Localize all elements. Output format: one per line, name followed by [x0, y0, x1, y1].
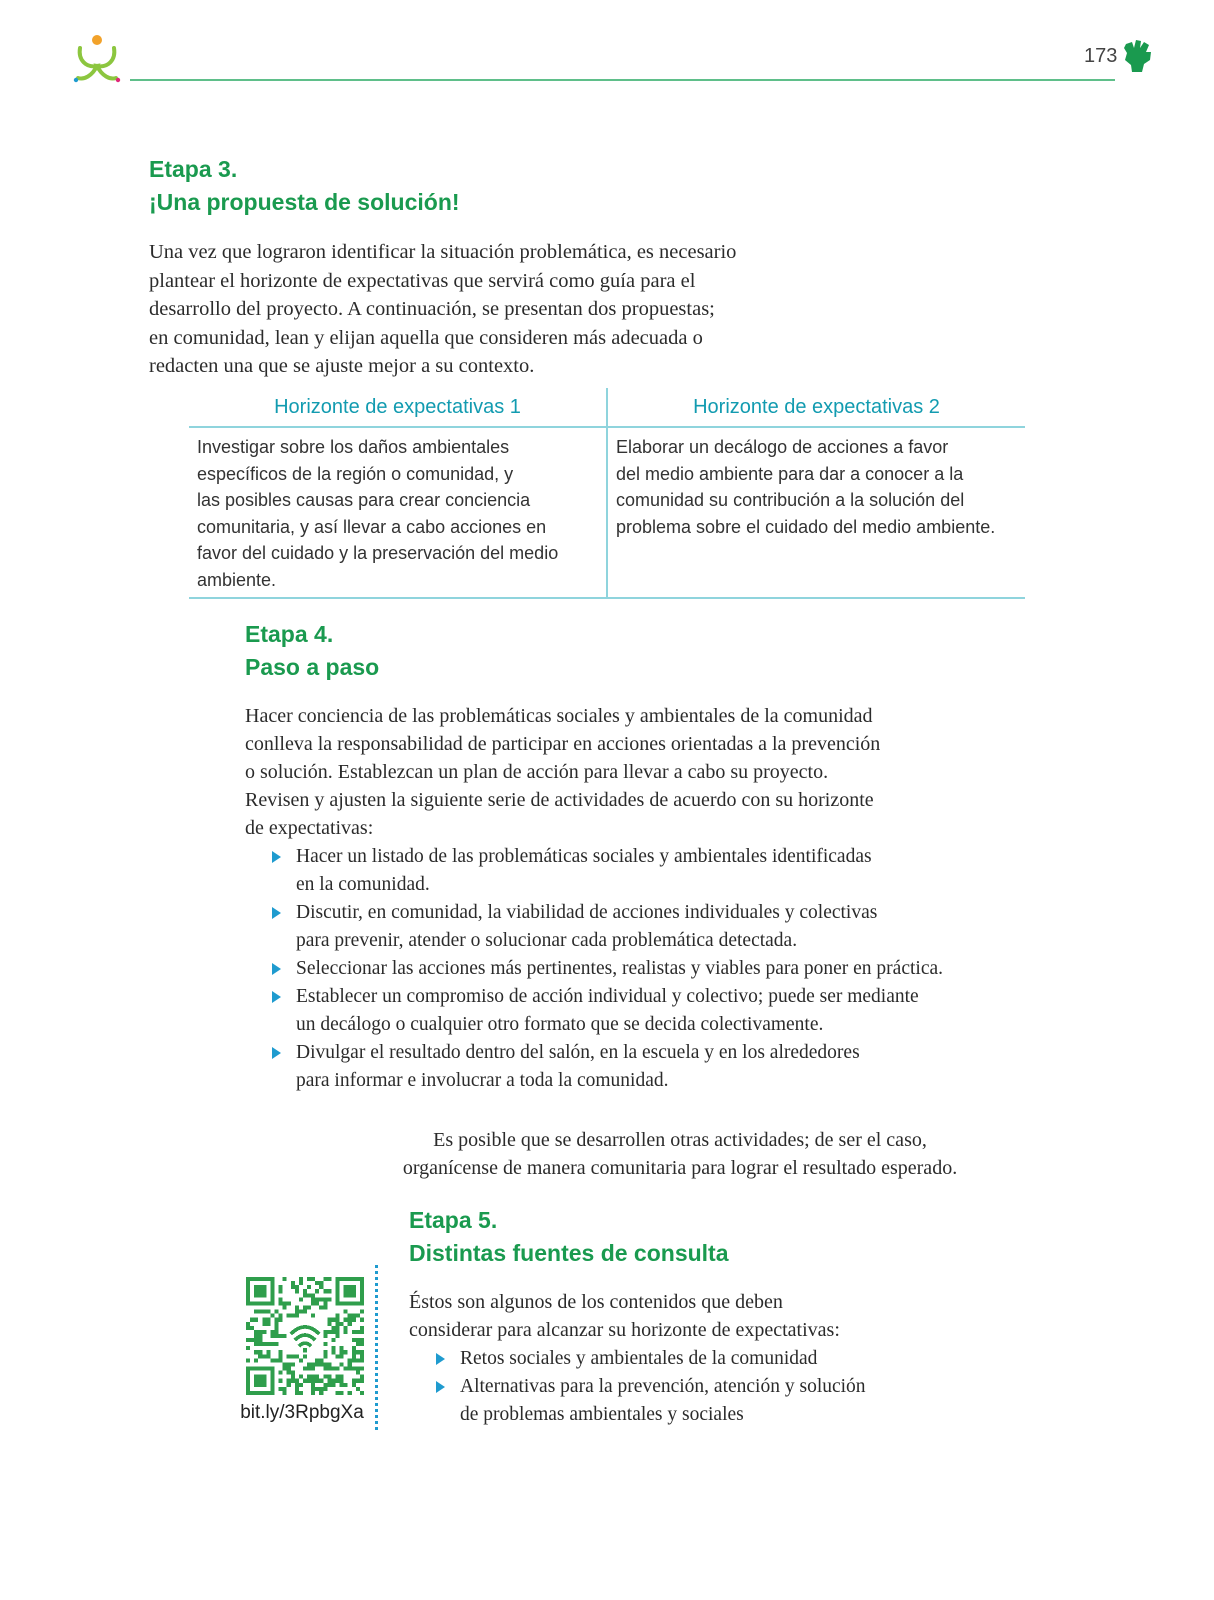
etapa5-bullets	[434, 1345, 974, 1429]
bullet-line: Seleccionar las acciones más pertinentes, realistas y viables para poner en práctica.	[296, 958, 944, 979]
etapa5-paragraph	[409, 1288, 969, 1344]
header-rule	[130, 79, 1115, 81]
note-line: Es posible que se desarrollen otras actividades; de ser el caso,	[433, 1129, 927, 1151]
cell1-line: Investigar sobre los daños ambientales	[197, 437, 510, 457]
bullet-triangle-icon	[436, 1381, 445, 1393]
bullet-line: en la comunidad.	[296, 874, 430, 895]
etapa4-line: Revisen y ajusten la siguiente serie de actividades de acuerdo con su horizonte	[245, 789, 874, 811]
etapa4-note	[350, 1126, 1010, 1182]
etapa4-title: Paso a paso	[245, 654, 380, 680]
etapa3-line: redacten una que se ajuste mejor a su contexto.	[149, 355, 535, 377]
qr-link[interactable]: bit.ly/3RpbgXa	[240, 1402, 364, 1423]
etapa3-title: ¡Una propuesta de solución!	[149, 189, 460, 215]
cell1-line: comunitaria, y así llevar a cabo acciones en	[197, 516, 547, 537]
etapa3-line: plantear el horizonte de expectativas que servirá como guía para el	[149, 269, 696, 292]
bullet-triangle-icon	[272, 991, 281, 1003]
etapa5-heading	[409, 1204, 729, 1270]
table-cell-2	[607, 427, 1025, 598]
cell2-line: Elaborar un decálogo de acciones a favor	[616, 437, 949, 457]
etapa4-line: conlleva la responsabilidad de participar en acciones orientadas a la prevención	[245, 733, 881, 755]
qr-divider	[375, 1265, 378, 1430]
cell2-line: comunidad su contribución a la solución del	[616, 490, 965, 510]
bullet-triangle-icon	[272, 851, 281, 863]
etapa4-label: Etapa 4.	[245, 621, 334, 647]
cell1-line: las posibles causas para crear conciencia	[197, 490, 531, 510]
list-item	[270, 843, 990, 899]
list-item	[270, 899, 990, 955]
bullet-line: para prevenir, atender o solucionar cada problemática detectada.	[296, 930, 798, 951]
etapa3-heading	[149, 153, 460, 219]
bullet-line: Retos sociales y ambientales de la comunidad	[460, 1348, 818, 1369]
bullet-line: Alternativas para la prevención, atención y solución	[460, 1376, 866, 1397]
etapa4-line: Hacer conciencia de las problemáticas sociales y ambientales de la comunidad	[245, 705, 873, 727]
list-item	[270, 983, 990, 1039]
etapa3-line: Una vez que lograron identificar la situación problemática, es necesario	[149, 241, 737, 263]
table-header-2: Horizonte de expectativas 2	[607, 388, 1025, 427]
note-line: organícense de manera comunitaria para lograr el resultado esperado.	[402, 1157, 958, 1179]
table-cell-1	[189, 427, 607, 598]
etapa4-heading	[245, 618, 379, 684]
etapa4-paragraph	[245, 702, 1005, 842]
cell2-line: problema sobre el cuidado del medio ambiente.	[616, 516, 996, 537]
bullet-line: Establecer un compromiso de acción individual y colectivo; puede ser mediante	[296, 986, 919, 1007]
cell1-line: ambiente.	[197, 569, 277, 590]
cell1-line: específicos de la región o comunidad, y	[197, 463, 514, 484]
cell2-line: del medio ambiente para dar a conocer a la	[616, 463, 964, 484]
logo-icon	[70, 32, 124, 84]
cell1-line: favor del cuidado y la preservación del medio	[197, 543, 559, 563]
bullet-line: para informar e involucrar a toda la comunidad.	[296, 1070, 669, 1091]
list-item	[434, 1373, 974, 1429]
etapa3-line: en comunidad, lean y elijan aquella que consideren más adecuada o	[149, 326, 703, 349]
bullet-line: Hacer un listado de las problemáticas sociales y ambientales identificadas	[296, 846, 872, 867]
qr-code[interactable]	[246, 1277, 364, 1395]
etapa4-line: o solución. Establezcan un plan de acción para llevar a cabo su proyecto.	[245, 761, 829, 783]
etapa5-line: Éstos son algunos de los contenidos que deben	[409, 1291, 783, 1313]
etapa3-paragraph	[149, 238, 849, 381]
bullet-triangle-icon	[272, 963, 281, 975]
bullet-triangle-icon	[272, 1047, 281, 1059]
etapa5-label: Etapa 5.	[409, 1207, 498, 1233]
bullet-triangle-icon	[272, 907, 281, 919]
list-item	[270, 955, 990, 983]
etapa5-line: considerar para alcanzar su horizonte de expectativas:	[409, 1319, 840, 1341]
etapa4-bullets	[270, 843, 990, 1095]
table-header-1: Horizonte de expectativas 1	[189, 388, 607, 427]
page-number: 173	[1084, 45, 1118, 67]
bullet-triangle-icon	[436, 1353, 445, 1365]
community-hands-icon	[1122, 38, 1154, 74]
etapa4-line: de expectativas:	[245, 817, 374, 839]
bullet-line: Divulgar el resultado dentro del salón, en la escuela y en los alrededores	[296, 1042, 860, 1063]
etapa5-title: Distintas fuentes de consulta	[409, 1240, 729, 1266]
bullet-line: un decálogo o cualquier otro formato que se decida colectivamente.	[296, 1014, 824, 1035]
expectations-table	[189, 388, 1025, 599]
list-item	[270, 1039, 990, 1095]
etapa3-line: desarrollo del proyecto. A continuación, se presentan dos propuestas;	[149, 298, 715, 320]
etapa3-label: Etapa 3.	[149, 156, 238, 182]
bullet-line: de problemas ambientales y sociales	[460, 1404, 744, 1425]
list-item	[434, 1345, 974, 1373]
bullet-line: Discutir, en comunidad, la viabilidad de acciones individuales y colectivas	[296, 902, 878, 923]
